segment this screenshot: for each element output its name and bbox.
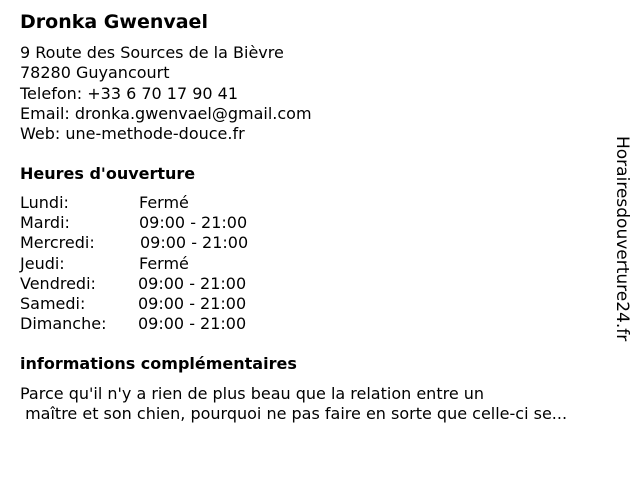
hours-row-monday [20,193,340,213]
hours-day: Jeudi: [20,253,65,273]
hours-time: 09:00 - 21:00 [138,314,247,334]
hours-row-friday [20,274,340,294]
hours-row-saturday [20,294,340,314]
hours-day: Dimanche: [20,314,107,334]
hours-day: Vendredi: [20,273,96,293]
opening-hours-heading: Heures d'ouverture [20,164,196,183]
hours-day: Samedi: [20,293,86,313]
hours-row-tuesday [20,213,340,233]
hours-row-sunday [20,314,340,334]
business-name: Dronka Gwenvael [20,11,208,33]
hours-row-thursday [20,254,340,274]
hours-row-wednesday [20,233,340,253]
hours-day: Mercredi: [20,233,95,253]
brand-watermark: Horairesdouverture24.fr [612,136,632,342]
email-line: Email: dronka.gwenvael@gmail.com [20,103,312,123]
description-line: Parce qu'il n'y a rien de plus beau que la relation entre un [20,384,485,403]
hours-time: Fermé [139,253,189,273]
contact-block [20,43,312,144]
address-city: 78280 Guyancourt [20,63,170,83]
description [20,384,567,424]
phone-line: Telefon: +33 6 70 17 90 41 [20,83,239,103]
hours-time: 09:00 - 21:00 [139,213,248,233]
additional-info-heading: informations complémentaires [20,354,297,373]
description-line: maître et son chien, pourquoi ne pas faire en sorte que celle-ci se... [20,404,568,423]
hours-day: Mardi: [20,213,70,233]
hours-day: Lundi: [20,193,69,212]
hours-time: 09:00 - 21:00 [140,233,249,253]
hours-time: 09:00 - 21:00 [138,293,247,313]
hours-time: 09:00 - 21:00 [138,273,247,293]
opening-hours-table [20,193,340,334]
hours-time: Fermé [139,193,189,212]
address-street: 9 Route des Sources de la Bièvre [20,43,284,62]
web-line: Web: une-methode-douce.fr [20,124,245,144]
